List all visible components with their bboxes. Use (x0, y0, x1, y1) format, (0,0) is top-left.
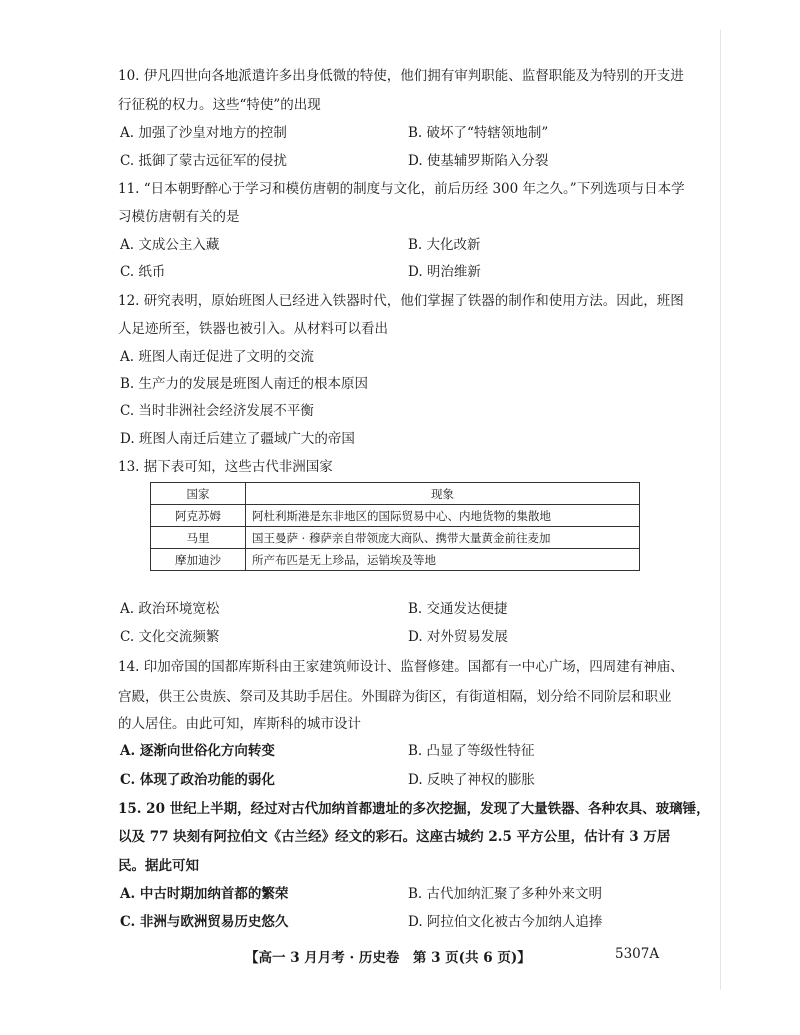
q12-option-c: C. 当时非洲社会经济发展不平衡 (120, 403, 314, 419)
q12-option-a: A. 班图人南迁促进了文明的交流 (120, 349, 314, 365)
q15-option-a: A. 中古时期加纳首都的繁荣 (120, 886, 289, 902)
q14-option-a: A. 逐渐向世俗化方向转变 (120, 743, 275, 759)
page-footer: 【高一 3 月月考 · 历史卷 第 3 页(共 6 页)】 (245, 950, 531, 966)
q11-option-d: D. 明治维新 (408, 264, 481, 280)
q10-line-2: 行征税的权力。这些“特使”的出现 (118, 97, 321, 113)
q14-option-c: C. 体现了政治功能的弱化 (120, 772, 275, 788)
q11-option-c: C. 纸币 (120, 264, 166, 280)
q13-option-c: C. 文化交流频繁 (120, 629, 220, 645)
q14-line-2: 宫殿，供王公贵族、祭司及其助手居住。外围辟为街区，有街道相隔，划分给不同阶层和职业 (118, 689, 672, 705)
table-header-row (151, 483, 640, 505)
q11-option-a: A. 文成公主入藏 (120, 237, 220, 253)
q10-option-d: D. 使基辅罗斯陷入分裂 (408, 153, 549, 169)
page-edge (720, 30, 721, 990)
q14-option-d: D. 反映了神权的膨胀 (408, 772, 535, 788)
table-header-country: 国家 (151, 483, 246, 505)
q15-line-1: 15. 20 世纪上半期，经过对古代加纳首都遗址的多次挖掘，发现了大量铁器、各种农具、玻璃锤， (118, 801, 710, 817)
table-header-phenomenon: 现象 (246, 483, 640, 505)
table-cell-country: 马里 (151, 527, 246, 549)
table-cell-phenomenon: 国王曼萨 · 穆萨亲自带领庞大商队、携带大量黄金前往麦加 (246, 527, 640, 549)
q12-line-1: 12. 研究表明，原始班图人已经进入铁器时代，他们掌握了铁器的制作和使用方法。因此，班图 (118, 293, 684, 309)
q13-option-d: D. 对外贸易发展 (408, 629, 508, 645)
q11-line-1: 11. “日本朝野醉心于学习和模仿唐朝的制度与文化，前后历经 300 年之久。”下列选项与日本学 (118, 181, 685, 197)
table-cell-country: 摩加迪沙 (151, 549, 246, 571)
q10-option-c: C. 抵御了蒙古远征军的侵扰 (120, 153, 287, 169)
q13-line-1: 13. 据下表可知，这些古代非洲国家 (118, 459, 333, 475)
q11-option-b: B. 大化改新 (408, 237, 481, 253)
q15-line-3: 民。据此可知 (118, 858, 199, 874)
q13-option-b: B. 交通发达便捷 (408, 601, 508, 617)
q12-option-d: D. 班图人南迁后建立了疆域广大的帝国 (120, 431, 355, 447)
q10-option-b: B. 破坏了“特辖领地制” (408, 125, 549, 141)
q12-line-2: 人足迹所至，铁器也被引入。从材料可以看出 (118, 321, 388, 337)
q10-option-a: A. 加强了沙皇对地方的控制 (120, 125, 287, 141)
paper-code: 5307A (615, 946, 660, 962)
q15-option-c: C. 非洲与欧洲贸易历史悠久 (120, 914, 289, 930)
phenomena-table (150, 482, 640, 571)
q11-line-2: 习模仿唐朝有关的是 (118, 209, 240, 225)
table-cell-phenomenon: 所产布匹是无上珍品，运销埃及等地 (246, 549, 640, 571)
q15-option-b: B. 古代加纳汇聚了多种外来文明 (408, 886, 603, 902)
table-row (151, 527, 640, 549)
q15-option-d: D. 阿拉伯文化被古今加纳人追捧 (408, 914, 603, 930)
table-cell-phenomenon: 阿杜利斯港是东非地区的国际贸易中心、内地货物的集散地 (246, 505, 640, 527)
q13-option-a: A. 政治环境宽松 (120, 601, 220, 617)
q14-line-3: 的人居住。由此可知，库斯科的城市设计 (118, 716, 361, 732)
table-cell-country: 阿克苏姆 (151, 505, 246, 527)
table-row (151, 505, 640, 527)
q14-line-1: 14. 印加帝国的国都库斯科由王家建筑师设计、监督修建。国都有一中心广场，四周建有神庙、 (118, 659, 684, 675)
q14-option-b: B. 凸显了等级性特征 (408, 743, 535, 759)
table-row (151, 549, 640, 571)
q15-line-2: 以及 77 块刻有阿拉伯文《古兰经》经文的彩石。这座古城约 2.5 平方公里，估计有 3 万居 (118, 829, 671, 845)
q12-option-b: B. 生产力的发展是班图人南迁的根本原因 (120, 376, 369, 392)
q10-line-1: 10. 伊凡四世向各地派遣许多出身低微的特使，他们拥有审判职能、监督职能及为特别的开支进 (118, 68, 684, 84)
